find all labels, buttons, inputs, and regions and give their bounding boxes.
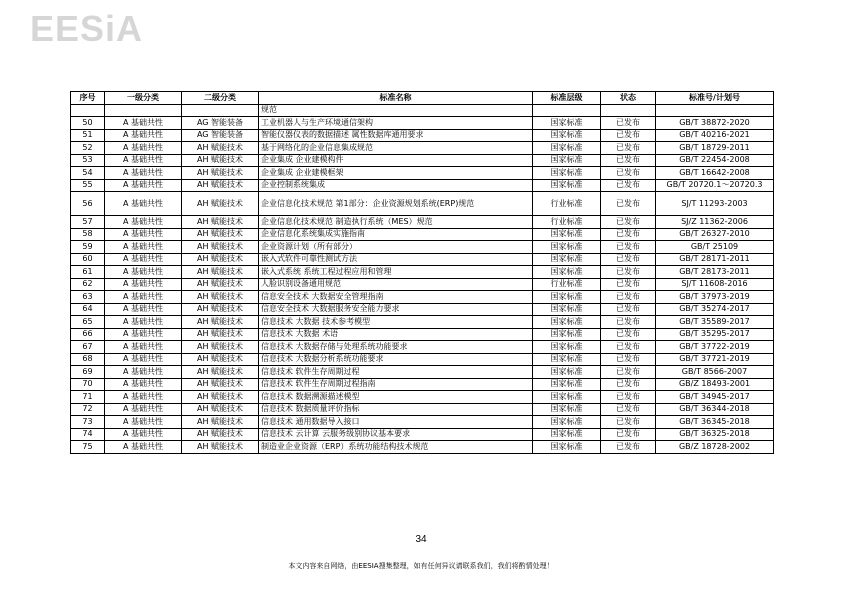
cell-no: 64 [71,303,105,316]
footer-disclaimer: 本文内容来自网络，由EESIA搜集整理，如有任何异议请联系我们，我们将酌情处理！ [288,562,554,570]
cell-tier: 国家标准 [533,154,601,167]
cell-code: GB/T 20720.1～20720.3 [656,179,774,192]
cell-status: 已发布 [601,416,656,429]
cell-code: GB/T 22454-2008 [656,154,774,167]
cell-standard-name: 企业信息化技术规范 第1部分：企业资源规划系统(ERP)规范 [259,192,533,216]
cell-no: 69 [71,366,105,379]
table-row [71,391,774,404]
cell-tier: 国家标准 [533,179,601,192]
cell-level2: AH 赋能技术 [182,416,259,429]
table-row [71,241,774,254]
cell-tier: 行业标准 [533,216,601,229]
cell-level1: A 基础共性 [105,142,182,155]
cell-standard-name: 信息技术 大数据 术语 [259,328,533,341]
cell-tier: 国家标准 [533,129,601,142]
cell-tier: 国家标准 [533,366,601,379]
cell-no: 51 [71,129,105,142]
cell-no: 66 [71,328,105,341]
cell-standard-name: 信息安全技术 大数据服务安全能力要求 [259,303,533,316]
cell-level2: AG 智能装备 [182,117,259,130]
header-level1: 一级分类 [105,92,182,105]
cell-code: GB/T 38872-2020 [656,117,774,130]
cell-level2: AH 赋能技术 [182,328,259,341]
cell-no: 60 [71,253,105,266]
cell-code: GB/T 25109 [656,241,774,254]
carry-over-row [71,104,774,117]
cell-status: 已发布 [601,129,656,142]
cell-code: GB/T 18729-2011 [656,142,774,155]
cell-standard-name: 嵌入式软件可靠性测试方法 [259,253,533,266]
cell-standard-name: 信息技术 软件生存周期过程 [259,366,533,379]
header-code: 标准号/计划号 [656,92,774,105]
cell-status: 已发布 [601,167,656,180]
cell-no: 73 [71,416,105,429]
cell-level1: A 基础共性 [105,291,182,304]
cell-no: 62 [71,278,105,291]
cell-standard-name: 信息技术 数据质量评价指标 [259,403,533,416]
table-row [71,266,774,279]
cell-status: 已发布 [601,179,656,192]
cell-level2: AH 赋能技术 [182,366,259,379]
cell-standard-name: 企业信息化系统集成实施指南 [259,228,533,241]
cell-level2: AH 赋能技术 [182,353,259,366]
cell-code: GB/T 36325-2018 [656,428,774,441]
cell-no: 59 [71,241,105,254]
cell-level1: A 基础共性 [105,216,182,229]
cell-tier: 国家标准 [533,403,601,416]
cell-status: 已发布 [601,303,656,316]
cell-code: GB/T 8566-2007 [656,366,774,379]
cell-standard-name: 企业集成 企业建模框架 [259,167,533,180]
cell-level1: A 基础共性 [105,117,182,130]
cell-level1: A 基础共性 [105,167,182,180]
cell-status: 已发布 [601,328,656,341]
table-row [71,278,774,291]
table-row [71,179,774,192]
cell-code: SJ/T 11293-2003 [656,192,774,216]
cell-status: 已发布 [601,216,656,229]
cell-level1: A 基础共性 [105,353,182,366]
standards-table [70,91,774,454]
cell-level1: A 基础共性 [105,266,182,279]
cell-status: 已发布 [601,378,656,391]
cell-tier: 国家标准 [533,391,601,404]
cell-level1: A 基础共性 [105,303,182,316]
cell-no: 58 [71,228,105,241]
cell-status: 已发布 [601,316,656,329]
table-row [71,167,774,180]
table-row [71,416,774,429]
table-row [71,403,774,416]
cell-level2: AH 赋能技术 [182,391,259,404]
cell-standard-name: 人脸识别设备通用规范 [259,278,533,291]
cell-status: 已发布 [601,142,656,155]
cell-level1: A 基础共性 [105,391,182,404]
cell-standard-name: 嵌入式系统 系统工程过程应用和管理 [259,266,533,279]
cell-level1: A 基础共性 [105,328,182,341]
cell-level1: A 基础共性 [105,316,182,329]
cell-level1: A 基础共性 [105,278,182,291]
cell-standard-name: 信息技术 大数据存储与处理系统功能要求 [259,341,533,354]
table-row [71,253,774,266]
cell-level2: AH 赋能技术 [182,341,259,354]
cell-no: 55 [71,179,105,192]
cell-code: GB/T 35274-2017 [656,303,774,316]
cell-code: GB/T 37973-2019 [656,291,774,304]
cell-tier: 国家标准 [533,228,601,241]
eesia-logo: EESiA [30,8,144,49]
cell-no: 56 [71,192,105,216]
cell-no: 53 [71,154,105,167]
cell-level1: A 基础共性 [105,416,182,429]
cell-status: 已发布 [601,266,656,279]
cell-code: GB/T 35295-2017 [656,328,774,341]
cell-code: GB/T 34945-2017 [656,391,774,404]
table-row [71,341,774,354]
cell-tier: 国家标准 [533,266,601,279]
cell-status: 已发布 [601,403,656,416]
table-row [71,366,774,379]
cell-level1: A 基础共性 [105,228,182,241]
cell-code: GB/T 16642-2008 [656,167,774,180]
cell-level1: A 基础共性 [105,179,182,192]
cell-standard-name: 工业机器人与生产环境通信架构 [259,117,533,130]
table-row [71,378,774,391]
cell-standard-name: 信息技术 大数据分析系统功能要求 [259,353,533,366]
cell-tier: 国家标准 [533,441,601,454]
cell-code: GB/Z 18493-2001 [656,378,774,391]
cell-no: 70 [71,378,105,391]
cell-level1: A 基础共性 [105,428,182,441]
cell-status: 已发布 [601,428,656,441]
cell-level2: AH 赋能技术 [182,253,259,266]
cell-code: SJ/T 11608-2016 [656,278,774,291]
cell-tier: 国家标准 [533,291,601,304]
cell-tier: 国家标准 [533,117,601,130]
cell-no: 50 [71,117,105,130]
header-status: 状态 [601,92,656,105]
cell-status: 已发布 [601,241,656,254]
table-row [71,142,774,155]
cell-standard-name: 企业集成 企业建模构件 [259,154,533,167]
cell-level2: AH 赋能技术 [182,266,259,279]
cell-no: 75 [71,441,105,454]
cell-level2: AH 赋能技术 [182,316,259,329]
cell-level2: AH 赋能技术 [182,278,259,291]
cell-status: 已发布 [601,291,656,304]
cell-standard-name: 基于网络化的企业信息集成规范 [259,142,533,155]
table-row [71,154,774,167]
cell-level2: AH 赋能技术 [182,154,259,167]
table-header-row [71,92,774,105]
cell-code: GB/T 26327-2010 [656,228,774,241]
cell-no: 65 [71,316,105,329]
cell-status: 已发布 [601,228,656,241]
cell-code: GB/T 36345-2018 [656,416,774,429]
cell-standard-name: 信息技术 大数据 技术参考模型 [259,316,533,329]
cell-level2: AH 赋能技术 [182,216,259,229]
cell-tier: 国家标准 [533,142,601,155]
cell-tier: 国家标准 [533,303,601,316]
cell-tier: 国家标准 [533,416,601,429]
cell-no: 61 [71,266,105,279]
cell-standard-name: 制造业企业资源（ERP）系统功能结构技术规范 [259,441,533,454]
cell-tier: 国家标准 [533,328,601,341]
cell-level2: AH 赋能技术 [182,179,259,192]
cell-standard-name: 信息安全技术 大数据安全管理指南 [259,291,533,304]
cell-level1: A 基础共性 [105,192,182,216]
cell-standard-name: 信息技术 云计算 云服务级别协议基本要求 [259,428,533,441]
cell-tier: 国家标准 [533,341,601,354]
table-row [71,216,774,229]
cell-no: 74 [71,428,105,441]
cell-code: GB/T 37722-2019 [656,341,774,354]
cell-level1: A 基础共性 [105,253,182,266]
header-tier: 标准层级 [533,92,601,105]
cell-code: GB/Z 18728-2002 [656,441,774,454]
table-row [71,192,774,216]
carry-over-text: 规范 [259,104,533,117]
cell-level2: AG 智能装备 [182,129,259,142]
cell-tier: 国家标准 [533,167,601,180]
cell-tier: 行业标准 [533,192,601,216]
header-no: 序号 [71,92,105,105]
header-name: 标准名称 [259,92,533,105]
table-row [71,441,774,454]
cell-level2: AH 赋能技术 [182,303,259,316]
cell-standard-name: 企业信息化技术规范 制造执行系统（MES）规范 [259,216,533,229]
cell-no: 54 [71,167,105,180]
cell-level1: A 基础共性 [105,403,182,416]
cell-standard-name: 信息技术 通用数据导入接口 [259,416,533,429]
cell-status: 已发布 [601,154,656,167]
cell-status: 已发布 [601,353,656,366]
cell-status: 已发布 [601,441,656,454]
table-row [71,316,774,329]
table-row [71,353,774,366]
cell-status: 已发布 [601,391,656,404]
table-row [71,117,774,130]
cell-level1: A 基础共性 [105,341,182,354]
cell-level2: AH 赋能技术 [182,167,259,180]
cell-status: 已发布 [601,341,656,354]
cell-no: 71 [71,391,105,404]
cell-level2: AH 赋能技术 [182,291,259,304]
table-row [71,291,774,304]
table-row [71,303,774,316]
cell-tier: 国家标准 [533,378,601,391]
cell-standard-name: 信息技术 数据溯源描述模型 [259,391,533,404]
cell-tier: 行业标准 [533,278,601,291]
cell-code: GB/T 36344-2018 [656,403,774,416]
cell-level2: AH 赋能技术 [182,428,259,441]
cell-no: 72 [71,403,105,416]
cell-level2: AH 赋能技术 [182,378,259,391]
cell-level2: AH 赋能技术 [182,441,259,454]
cell-code: GB/T 37721-2019 [656,353,774,366]
cell-code: GB/T 28173-2011 [656,266,774,279]
cell-level2: AH 赋能技术 [182,192,259,216]
cell-no: 52 [71,142,105,155]
cell-no: 68 [71,353,105,366]
cell-code: GB/T 28171-2011 [656,253,774,266]
cell-tier: 国家标准 [533,253,601,266]
cell-level2: AH 赋能技术 [182,228,259,241]
cell-status: 已发布 [601,192,656,216]
cell-no: 57 [71,216,105,229]
cell-level2: AH 赋能技术 [182,142,259,155]
cell-status: 已发布 [601,253,656,266]
cell-level2: AH 赋能技术 [182,241,259,254]
table-row [71,228,774,241]
cell-no: 63 [71,291,105,304]
cell-level1: A 基础共性 [105,154,182,167]
cell-code: SJ/Z 11362-2006 [656,216,774,229]
page-number: 34 [415,534,427,545]
table-row [71,129,774,142]
cell-tier: 国家标准 [533,241,601,254]
cell-standard-name: 企业资源计划（所有部分） [259,241,533,254]
cell-tier: 国家标准 [533,353,601,366]
cell-no: 67 [71,341,105,354]
table-row [71,328,774,341]
cell-standard-name: 企业控制系统集成 [259,179,533,192]
cell-code: GB/T 35589-2017 [656,316,774,329]
cell-standard-name: 信息技术 软件生存周期过程指南 [259,378,533,391]
cell-standard-name: 智能仪器仪表的数据描述 属性数据库通用要求 [259,129,533,142]
cell-level1: A 基础共性 [105,441,182,454]
table-row [71,428,774,441]
cell-status: 已发布 [601,278,656,291]
cell-level1: A 基础共性 [105,129,182,142]
cell-status: 已发布 [601,366,656,379]
cell-tier: 国家标准 [533,316,601,329]
cell-level1: A 基础共性 [105,366,182,379]
header-level2: 二级分类 [182,92,259,105]
cell-level1: A 基础共性 [105,378,182,391]
cell-code: GB/T 40216-2021 [656,129,774,142]
cell-level2: AH 赋能技术 [182,403,259,416]
cell-status: 已发布 [601,117,656,130]
cell-level1: A 基础共性 [105,241,182,254]
cell-tier: 国家标准 [533,428,601,441]
